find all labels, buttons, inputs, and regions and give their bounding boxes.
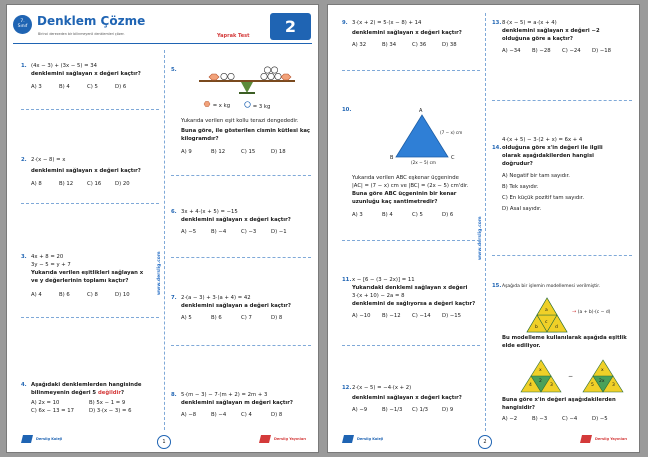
option-c[interactable]: C) En küçük pozitif tam sayıdır. [502,194,585,201]
option-a[interactable]: A) −34 [502,47,521,54]
option-b[interactable]: B) −12 [382,312,401,319]
option-c[interactable]: C) 16 [87,180,102,187]
question-15-text3: Buna göre x'in değeri aşağıdakilerden hangisidir? A) −2 B) −3 C) −4 D) −5 [502,397,616,422]
model-triangle [526,297,568,333]
side-watermark: www.derslig.com [157,251,162,295]
separator [171,175,311,176]
option-c[interactable]: C) −3 [241,228,257,235]
option-d[interactable]: D) 20 [115,180,130,187]
option-c[interactable]: C) −4 [562,415,578,422]
option-b[interactable]: B) 6 [211,314,222,321]
balance-scale-figure [197,65,297,95]
school-logo-icon [21,435,33,443]
option-b[interactable]: B) −28 [532,47,551,54]
sheet-label: Yaprak Test [217,33,250,39]
footer-left-logo: Derslig Koleji [342,435,383,443]
vertex-b-label: B [390,155,394,161]
question-14: 4·(x + 5) − 3·(2 + x) = 6x + 4 14. olduğuna göre x'in değeri ile ilgili olarak aşağıdakilerden hangisi doğrudur? A) Negatif bir tam sayıdır. B) Tek sayıdır. C) En küçük pozitif tam sayıdır. D) Asal sayıdır. [492,137,634,215]
option-b[interactable]: B) 12 [59,180,74,187]
option-d[interactable]: D) Asal sayıdır. [502,206,542,213]
option-c[interactable]: C) 15 [241,148,256,155]
tri-right-mid: 2x [599,379,605,384]
question-5-text: Yukarıda verilen eşit kollu terazi dengededir. Buna göre, ile gösterilen cismin kütlesi kaç kilogramdır? A) 9 B) 12 C) 15 D) 18 [181,118,311,155]
option-a[interactable]: A) −10 [352,312,371,319]
option-a[interactable]: A) −2 [502,415,518,422]
side-bc-label: (2x − 5) cm [411,160,436,165]
q5-legend: = x kg = 3 kg [203,101,313,112]
footer-right-logo: Derslig Yayınları [259,435,306,443]
question-10-text: Yukarıda verilen ABC eşkenar üçgeninde |AC| = (7 − x) cm ve |BC| = (2x − 5) cm'dir. Buna göre ABC üçgeninin bir kenar uzunluğu kaç santimetredir? A) 3 B) 4 C) 5 D) 6 [352,175,469,218]
model-label-a: a [545,308,548,313]
model-label-d: d [555,325,558,330]
option-b[interactable]: B) Tek sayıdır. [502,183,539,190]
option-a[interactable]: A) Negatif bir tam sayıdır. [502,172,570,179]
column-divider [164,50,165,430]
option-b[interactable]: B) 5x − 1 = 9 [89,399,126,406]
question-9: 9. 3·(x + 2) = 5·(x − 8) + 14 denklemini sağlayan x değeri kaçtır? A) 32 B) 34 C) 36 D) 38 [342,20,462,48]
option-d[interactable]: D) 3·(x − 3) = 6 [89,407,132,414]
question-12: 12.2·(x − 5) = −4·(x + 2) denklemini sağlayan x değeri kaçtır? A) −9 B) −1/3 C) 1/3 D) 9 [342,385,462,413]
circle-weight-icon [244,101,251,108]
option-d[interactable]: D) 38 [442,41,457,48]
vertex-a-label: A [419,108,423,114]
option-b[interactable]: B) 12 [211,148,226,155]
option-c[interactable]: C) 1/3 [412,406,428,413]
option-b[interactable]: B) 4 [59,83,70,90]
publisher-logo-icon [580,435,592,443]
option-a[interactable]: A) 2x = 10 [31,399,60,406]
option-c[interactable]: C) 8 [87,291,98,298]
minus-sign: − [568,373,574,380]
question-10: 10. [342,107,352,113]
model-label-c: c [545,320,548,325]
question-3: 3. 4x + 8 = 20 3y − 5 = y + 7 Yukarıda verilen eşitlikleri sağlayan x ve y değerlerinin toplamı kaçtır? A) 4 B) 6 C) 8 D) 10 [21,254,144,298]
option-d[interactable]: D) −1 [271,228,287,235]
equation-triangle-left [520,359,562,393]
separator [21,317,159,318]
option-c[interactable]: C) −14 [412,312,431,319]
option-b[interactable]: B) 4 [382,211,393,218]
hexagon-weight-icon [203,101,211,107]
option-d[interactable]: D) −15 [442,312,462,319]
separator [342,345,480,346]
vertex-c-label: C [451,155,455,161]
option-b[interactable]: B) −4 [211,228,227,235]
column-divider [485,13,486,431]
option-c[interactable]: C) −24 [562,47,581,54]
question-7: 7. 2·(a − 3) + 3·(a + 4) = 42 denklemini sağlayan a değeri kaçtır? A) 5 B) 6 C) 7 D) 8 [171,295,291,321]
option-c[interactable]: C) 7 [241,314,252,321]
option-c[interactable]: C) 6x − 13 = 17 [31,407,75,414]
option-c[interactable]: C) 5 [412,211,423,218]
question-1: 1. (4x − 3) + (3x − 5) = 34 denklemini sağlayan x değeri kaçtır? A) 3 B) 4 C) 5 D) 6 [21,63,141,90]
page-subtitle: Birinci dereceden bir bilinmeyenli denklemleri çözer. [38,32,125,36]
school-logo-icon [342,435,354,443]
option-d[interactable]: D) 18 [271,148,286,155]
option-d[interactable]: D) 10 [115,291,130,298]
option-a[interactable]: A) 9 [181,148,192,155]
separator [342,70,480,71]
option-d[interactable]: D) 8 [271,314,283,321]
equation-triangle-right [582,359,624,393]
option-a[interactable]: A) −5 [181,228,197,235]
option-c[interactable]: C) 4 [241,411,252,418]
option-b[interactable]: B) −4 [211,411,227,418]
option-a[interactable]: A) 8 [31,180,42,187]
question-5: 5. [171,67,177,73]
question-13: 13.8·(x − 5) = a·(x + 4) denklemini sağlayan x değeri −2 olduğuna göre a kaçtır? A) −34 B) −28 C) −24 D) −18 [492,20,612,54]
page-number: 1 [157,435,171,449]
tri-left-top: x [539,368,542,373]
option-d[interactable]: D) 9 [442,406,454,413]
option-c[interactable]: C) 36 [412,41,427,48]
option-d[interactable]: D) 6 [115,83,127,90]
separator [492,255,632,256]
worksheet-page-2 [327,4,640,453]
publisher-logo-icon [259,435,271,443]
header-divider [13,43,312,44]
question-15-text2: Bu modelleme kullanılarak aşağıda eşitlik elde ediliyor. [502,335,627,349]
tri-right-right: 3 [612,383,615,388]
question-8: 8. 5·(m − 3) − 7·(m + 2) = 2m + 3 denklemini sağlayan m değeri kaçtır? A) −8 B) −4 C) 4 D) 8 [171,392,293,418]
test-number-badge: 2 [270,13,311,40]
side-ac-label: (7 − x) cm [440,130,463,135]
option-a[interactable]: A) 4 [31,291,42,298]
footer-left-logo: Derslig Koleji [21,435,62,443]
separator [342,240,480,241]
footer-right-logo: Derslig Yayınları [580,435,627,443]
option-a[interactable]: A) 3 [31,83,42,90]
side-watermark: www.derslig.com [478,216,483,260]
tri-right-top: x [601,368,604,373]
option-b[interactable]: B) 34 [382,41,397,48]
question-6: 6. 3x + 4·(x + 5) = −15 denklemini sağlayan x değeri kaçtır? A) −5 B) −4 C) −3 D) −1 [171,209,291,235]
option-b[interactable]: B) 6 [59,291,70,298]
tri-right-left: 5 [591,383,594,388]
separator [492,100,632,101]
worksheet-page-1 [6,4,319,453]
question-2: 2. 2·(x − 8) = x denklemini sağlayan x değeri kaçtır? A) 8 B) 12 C) 16 D) 20 [21,157,141,187]
option-d[interactable]: D) 8 [271,411,283,418]
separator [21,203,159,204]
page-number: 2 [478,435,492,449]
separator [171,257,311,258]
question-4: 4. Aşağıdaki denklemlerden hangisinde bilinmeyenin değeri 5 değildir? A) 2x = 10 B) 5x − 1 = 9 C) 6x − 13 = 17 D) 3·(x − 3) = 6 [21,382,142,414]
option-b[interactable]: B) −1/3 [382,406,403,413]
separator [171,345,311,346]
option-a[interactable]: A) 32 [352,41,367,48]
separator [21,109,159,110]
tri-left-mid: 2 [539,379,542,384]
option-a[interactable]: A) −9 [352,406,368,413]
option-a[interactable]: A) 3 [352,211,363,218]
tri-left-right: 3 [550,383,553,388]
option-d[interactable]: D) 6 [442,211,454,218]
model-label-b: b [535,325,538,330]
page-title: Denklem Çözme [37,14,146,28]
option-d[interactable]: D) −18 [592,47,612,54]
grade-badge: 7. Sınıf [13,15,32,34]
option-c[interactable]: C) 5 [87,83,98,90]
option-a[interactable]: A) 5 [181,314,192,321]
question-15: 15.Aşağıda bir işlemin modellemesi verilmiştir. [492,283,601,289]
question-11: 11.x − [6 − (3 − 2x)] = 11 Yukarıdaki denklemi sağlayan x değeri 3·(x + 10) − 2a = 8 denklemini de sağlıyorsa a değeri kaçtır? A) −10 B) −12 C) −14 D) −15 [342,277,476,319]
option-d[interactable]: D) −5 [592,415,608,422]
tri-left-left: 4 [529,383,532,388]
option-a[interactable]: A) −8 [181,411,197,418]
model-arrow: → (a + b)·(c − d) [572,309,611,315]
option-b[interactable]: B) −3 [532,415,548,422]
